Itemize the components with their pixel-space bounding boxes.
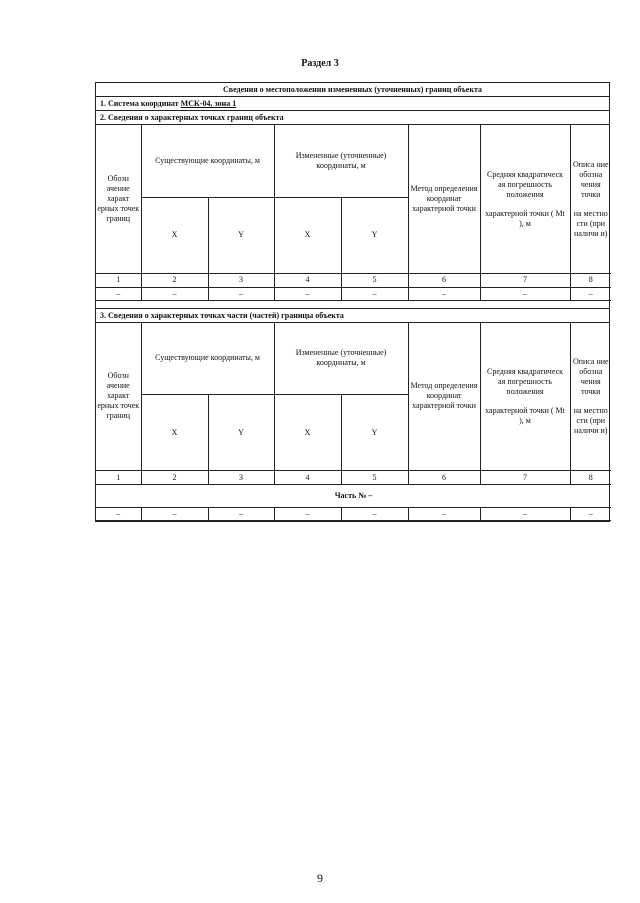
block3-col-desc	[570, 323, 611, 471]
block2-col-desc-top: Описа ние обозна чения точки	[572, 159, 609, 199]
block3-num: 4	[274, 471, 341, 485]
block3-changed-x: X	[274, 395, 341, 471]
block2-col-error-top: Средняя квадратическ ая погрешность положения	[487, 169, 564, 199]
block2-number-row	[96, 273, 611, 287]
block3-existing-y: Y	[208, 395, 274, 471]
block3-num: 3	[208, 471, 274, 485]
block2-num: 2	[141, 273, 208, 287]
block3-changed-y: Y	[341, 395, 408, 471]
block2-num: 3	[208, 273, 274, 287]
block3-col-desc-top: Описа ние обозна чения точки	[572, 357, 609, 397]
block3-cell: –	[141, 508, 208, 521]
block2-title: 2. Сведения о характерных точках границ объекта	[96, 111, 609, 125]
block2-cell: –	[570, 287, 611, 300]
block2-col-method: Метод определения координат характерной точки	[408, 125, 480, 273]
block-gap	[96, 301, 609, 309]
page-number: 9	[317, 871, 323, 885]
block2-cell: –	[141, 287, 208, 300]
block3-col-desc-bottom: на местно сти (при наличи и)	[573, 406, 608, 436]
block3-col-changed: Измененные (уточненные) координаты, м	[274, 323, 408, 395]
block3-col-error-top: Средняя квадратическ ая погрешность положения	[487, 367, 564, 397]
block3-num: 5	[341, 471, 408, 485]
block2-data-row	[96, 287, 611, 300]
block3-part-label: Часть № –	[96, 485, 611, 508]
block3-existing-x: X	[141, 395, 208, 471]
block3-number-row	[96, 471, 611, 485]
block3-data-row	[96, 508, 611, 521]
block3-num: 7	[480, 471, 570, 485]
block2-col-error-bottom: характерной точки ( Mt ), м	[485, 208, 565, 228]
block3-num: 1	[96, 471, 141, 485]
block2-existing-x: X	[141, 197, 208, 273]
block3-cell: –	[274, 508, 341, 521]
block2-cell: –	[480, 287, 570, 300]
block3-cell: –	[480, 508, 570, 521]
block2-cell: –	[408, 287, 480, 300]
block2-col-changed: Измененные (уточненные) координаты, м	[274, 125, 408, 197]
block2-num: 6	[408, 273, 480, 287]
block2-num: 1	[96, 273, 141, 287]
block3-title: 3. Сведения о характерных точках части (частей) границы объекта	[96, 309, 609, 323]
block2-col-point: Обозн ачение характ ерных точек границ	[96, 125, 141, 273]
block2-col-error	[480, 125, 570, 273]
block2-col-desc-bottom: на местно сти (при наличи и)	[573, 208, 608, 238]
block3-table	[96, 323, 611, 522]
coordinate-system-label: 1. Система координат	[100, 99, 179, 108]
block2-existing-y: Y	[208, 197, 274, 273]
block2-changed-y: Y	[341, 197, 408, 273]
sheet-header: Сведения о местоположении измененных (уточненных) границ объекта	[96, 83, 609, 97]
block3-cell: –	[208, 508, 274, 521]
block3-cell: –	[408, 508, 480, 521]
block3-num: 2	[141, 471, 208, 485]
block3-col-error	[480, 323, 570, 471]
block2-table	[96, 125, 611, 301]
block3-col-existing: Существующие координаты, м	[141, 323, 274, 395]
block2-col-existing: Существующие координаты, м	[141, 125, 274, 197]
block3-num: 8	[570, 471, 611, 485]
coordinate-system-row	[96, 97, 609, 111]
boundary-sheet	[95, 82, 610, 522]
block2-col-desc	[570, 125, 611, 273]
block2-num: 4	[274, 273, 341, 287]
block2-cell: –	[208, 287, 274, 300]
block3-cell: –	[96, 508, 141, 521]
block2-num: 5	[341, 273, 408, 287]
block3-part-row	[96, 485, 611, 508]
block3-col-error-bottom: характерной точки ( Mt ), м	[485, 406, 565, 426]
block3-num: 6	[408, 471, 480, 485]
block2-cell: –	[341, 287, 408, 300]
section-title: Раздел 3	[301, 58, 339, 69]
block2-num: 7	[480, 273, 570, 287]
block3-cell: –	[570, 508, 611, 521]
block2-cell: –	[96, 287, 141, 300]
block3-col-point: Обозн ачение характ ерных точек границ	[96, 323, 141, 471]
block3-col-method: Метод определения координат характерной точки	[408, 323, 480, 471]
block2-changed-x: X	[274, 197, 341, 273]
coordinate-system-value: МСК-04, зона 1	[180, 99, 237, 108]
block2-cell: –	[274, 287, 341, 300]
block3-cell: –	[341, 508, 408, 521]
block2-num: 8	[570, 273, 611, 287]
